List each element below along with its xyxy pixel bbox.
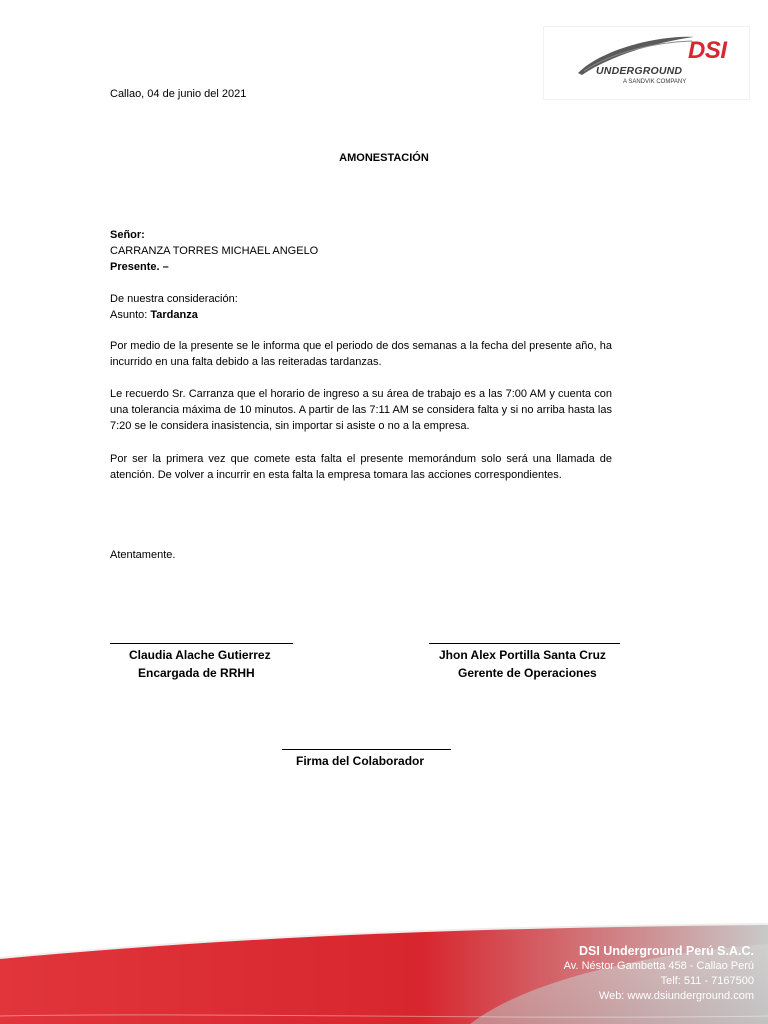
consideration-line: De nuestra consideración:: [110, 293, 238, 305]
left-signer-name: Claudia Alache Gutierrez: [129, 648, 271, 662]
logo-brand: DSI: [688, 37, 727, 64]
right-signer-name: Jhon Alex Portilla Santa Cruz: [439, 648, 606, 662]
logo-name: UNDERGROUND: [596, 65, 683, 77]
collaborator-signature-line: [282, 749, 451, 750]
footer-phone: Telf: 511 - 7167500: [660, 975, 754, 987]
footer-company: DSI Underground Perú S.A.C.: [578, 944, 754, 958]
subject-label: Asunto:: [110, 309, 151, 321]
right-signer-role: Gerente de Operaciones: [458, 666, 597, 680]
subject-value: Tardanza: [150, 309, 198, 321]
company-logo: [543, 26, 750, 100]
left-signature-line: [110, 643, 293, 644]
collaborator-signature-label: Firma del Colaborador: [296, 754, 425, 768]
left-signer-role: Encargada de RRHH: [138, 666, 255, 680]
addressee-name: CARRANZA TORRES MICHAEL ANGELO: [110, 245, 319, 257]
footer-web: Web: www.dsiunderground.com: [598, 990, 754, 1002]
date-line: Callao, 04 de junio del 2021: [110, 88, 247, 100]
paragraph-2: Le recuerdo Sr. Carranza que el horario de ingreso a su área de trabajo es a las 7:00 AM y cuenta con una tolerancia máxima de 10 minutos. A partir de las 7:11 AM se considera falta y si no arriba hasta las 7:20 se le considera inasistencia, sin importar si asiste o no a la empresa.: [110, 388, 612, 432]
presente-line: Presente. –: [110, 261, 169, 273]
footer-band: [0, 916, 768, 1024]
logo-tagline: A SANDVIK COMPANY: [623, 79, 687, 85]
paragraph-1: Por medio de la presente se le informa que el periodo de dos semanas a la fecha del presente año, ha incurrido en una falta debido a las reiteradas tardanzas.: [110, 340, 612, 368]
document-title: AMONESTACIÓN: [339, 152, 429, 164]
right-signature-line: [429, 643, 620, 644]
paragraph-3: Por ser la primera vez que comete esta falta el presente memorándum solo será una llamada de atención. De volver a incurrir en esta falta la empresa tomara las acciones correspondientes.: [110, 453, 612, 481]
footer-address: Av. Néstor Gambetta 458 - Callao Perú: [563, 960, 754, 972]
salutation: Señor:: [110, 229, 145, 241]
subject-line: [110, 307, 198, 323]
closing-line: Atentamente.: [110, 549, 176, 561]
